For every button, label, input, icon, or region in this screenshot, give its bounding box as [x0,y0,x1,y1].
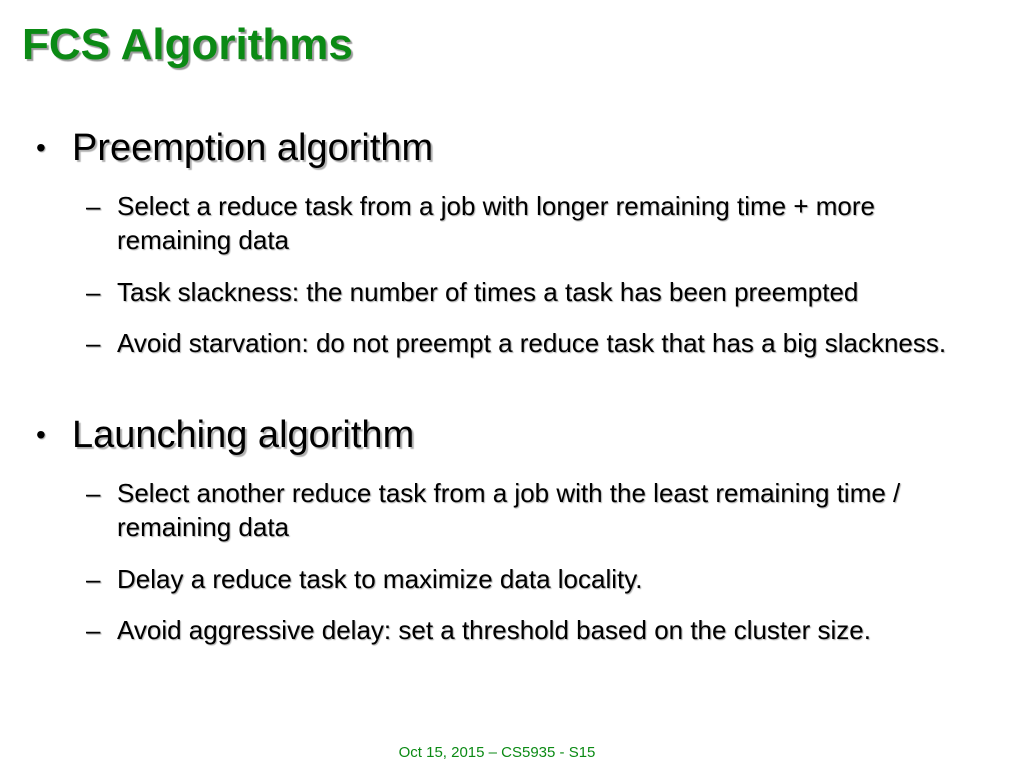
dash-icon: – [86,615,101,645]
dash-icon: – [86,564,101,594]
sub-item-text: Select a reduce task from a job with longer remaining time + more remaining data [117,191,875,255]
bullet-heading: Preemption algorithm [72,127,434,169]
bullet-dot-icon: • [36,419,46,450]
slide-title: FCS Algorithms [22,20,353,69]
sub-item-text: Avoid aggressive delay: set a threshold based on the cluster size. [117,615,871,645]
sub-item-text: Task slackness: the number of times a task has been preempted [117,277,859,307]
bullet-heading: Launching algorithm [72,414,415,456]
dash-icon: – [86,328,101,358]
sub-item-text: Select another reduce task from a job with the least remaining time / remaining data [117,478,901,542]
sub-item-text: Avoid starvation: do not preempt a reduce task that has a big slackness. [117,328,947,358]
bullet-dot-icon: • [36,132,46,163]
dash-icon: – [86,191,101,221]
slide-footer: Oct 15, 2015 – CS5935 - S15 [398,744,596,761]
sub-item-text: Delay a reduce task to maximize data locality. [117,564,643,594]
dash-icon: – [86,277,101,307]
dash-icon: – [86,478,101,508]
